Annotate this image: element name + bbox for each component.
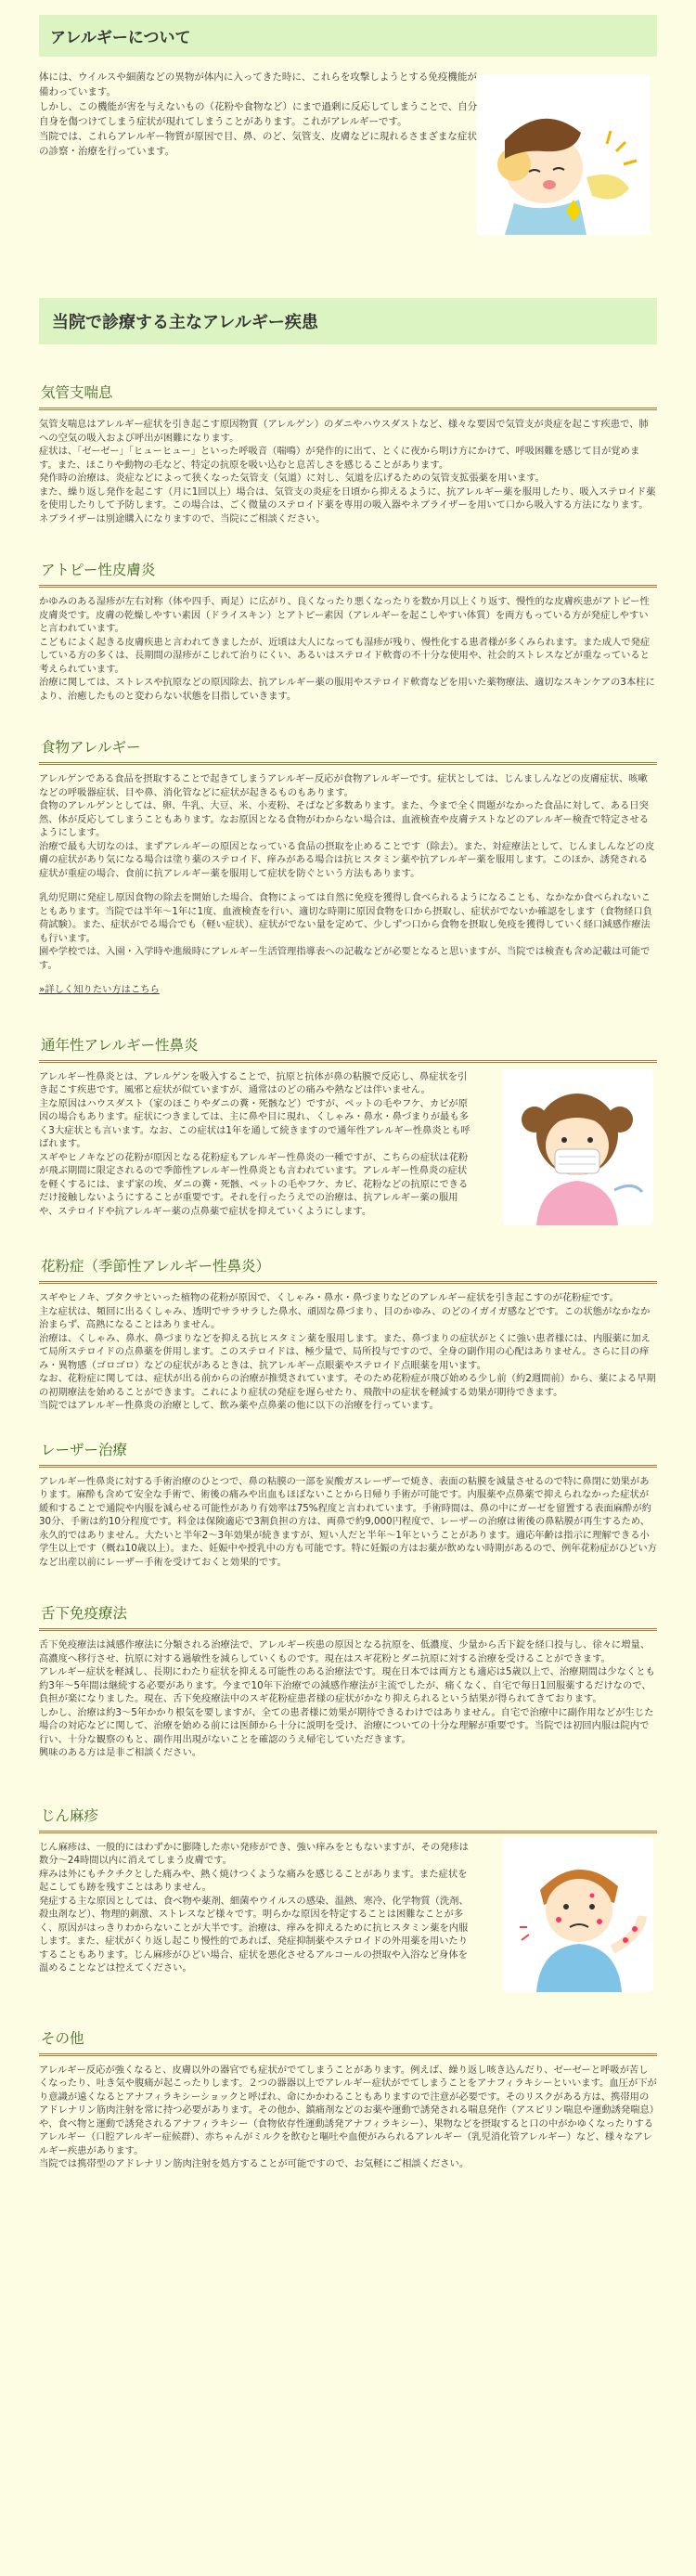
paragraph: 主な原因はハウスダスト（家のほこりやダニの糞・死骸など）ですが、ペットの毛やフケ、カビが原因の場合もあります。症状につきましては、主に鼻や目に現れ、くしゃみ・鼻水・鼻づまりが最も多く3大症状とも言います。なお、この症状は1年を通して続きますので通年性アレルギー性鼻炎とも呼ばれます。 <box>39 1097 470 1149</box>
paragraph: こどもによく起きる皮膚疾患と言われてきましたが、近頃は大人になっても湿疹が残り、慢性化する患者様が多くみられます。また成人で発症している方の多くは、長期間の湿疹がこじれて治りにくい、あるいはステロイド軟膏の不十分な使用や、社会的ストレスなどが重なっていると考えられています。 <box>39 636 651 675</box>
section-perennial <box>39 1034 657 1219</box>
paragraph: 治療で最も大切なのは、まずアレルギーの原因となっている食品の摂取を止めることです（除去）。また、対症療法として、じんましんなどの皮膚の症状があり気になる場合は塗り薬のステロイド、痒みがある場合は抗ヒスタミン薬や抗アレルギー薬を服用します。このほか、誘発される症状が重症の場合、食前に抗アレルギー薬を服用して症状を防ぐという方法もあります。 <box>39 840 655 879</box>
paragraph: 食物のアレルゲンとしては、卵、牛乳、大豆、米、小麦粉、そばなど多数あります。また、今まで全く問題がなかった食品に対して、ある日突然、体が反応してしまうこともあります。なお原因となる食物がわからない場合は、血液検査や皮膚テストなどのアレルギー検査で特定させるようにします。 <box>39 800 650 838</box>
section-title: 気管支喘息 <box>39 382 657 410</box>
intro-text <box>39 70 483 159</box>
section-body <box>39 2064 657 2171</box>
section-title: 花粉症（季節性アレルギー性鼻炎） <box>39 1255 657 1284</box>
section-pollen <box>39 1255 657 1413</box>
paragraph: スギやヒノキなどの花粉が原因となる花粉症もアレルギー性鼻炎の一種ですが、こちらの症状は花粉が飛ぶ期間に限定されるので季節性アレルギー性鼻炎とも言われています。アレルギー性鼻炎の症状を軽くするには、まず家の埃、ダニの糞・死骸、ペットの毛やフケ、カビ、花粉などの抗原にできるだけ接触しないようにすることが重要です。それを行ったうえでの治療は、抗アレルギー薬の服用や、ステロイドや抗アレルギー薬の点鼻薬で症状を抑えていくようにします。 <box>39 1151 469 1217</box>
section-title: アトピー性皮膚炎 <box>39 559 657 588</box>
paragraph: 治療に関しては、ストレスや抗原などの原因除去、抗アレルギー薬の服用やステロイド軟膏などを用いた薬物療法、適切なスキンケアの3本柱により、治癒したものと変わらない状態を目指していきます。 <box>39 677 655 702</box>
paragraph: 当院では携帯型のアドレナリン筋肉注射を処方することが可能ですので、お気軽にご相談ください。 <box>39 2158 470 2169</box>
sneezing-person-illustration <box>477 75 650 235</box>
section-urticaria <box>39 1805 657 1975</box>
paragraph: また、繰り返し発作を起こす（月に1回以上）場合は、気管支の炎症を日頃から抑えるように、抗アレルギー薬を服用したり、吸入ステロイド薬を使用したりして予防します。この場合は、ごく微量のステロイド薬を専用の吸入器やネブライザーを用いて口から吸入する方法になります。ネブライザーは別途購入になりますので、当院にご相談ください。 <box>39 485 656 524</box>
section-body <box>39 772 657 997</box>
section-atopic <box>39 559 657 703</box>
paragraph: 当院ではアレルギー性鼻炎の治療として、飲み薬や点鼻薬の他に以下の治療を行っています。 <box>39 1400 439 1411</box>
section-body <box>39 595 657 703</box>
main-title: 当院で診療する主なアレルギー疾患 <box>39 298 657 344</box>
section-slit <box>39 1602 657 1760</box>
intro-line: 当院では、これらアレルギー物質が原因で目、鼻、のど、気管支、皮膚などに現れるさまざまな症状の診察・治療を行っています。 <box>39 131 477 157</box>
paragraph: 主な症状は、頻回に出るくしゃみ、透明でサラサラした鼻水、頑固な鼻づまり、目のかゆみ、のどのイガイガ感などです。この状態がなかなか治まらず、高熱になることはありません。 <box>39 1305 651 1330</box>
paragraph: かゆみのある湿疹が左右対称（体や四手、両足）に広がり、良くなったり悪くなったりを数か月以上くり返す、慢性的な皮膚疾患がアトピー性皮膚炎です。皮膚の乾燥しやすい素因（ドライスキン）とアトピー素因（アレルギーを起こしやすい体質）を両方もっている方が発症しやすいと言われています。 <box>39 596 650 634</box>
section-laser <box>39 1439 657 1570</box>
intro-title: アレルギーについて <box>39 15 657 57</box>
itchy-boy-illustration <box>503 1838 653 1992</box>
section-body <box>39 1638 657 1760</box>
masked-girl-illustration <box>503 1069 653 1225</box>
paragraph: しかし、治療は約3〜5年かかり根気を要しますが、全ての患者様に効果が期待できるわけではありません。自宅で治療中に副作用などが生じた場合の対応などに関して、治療を始める前には医師から十分に説明を受け、治療についての十分な理解が重要です。当院では初回内服は院内で行い、十分な観察のもと、副作用出現がないことを確認のうえ帰宅していただきます。 <box>39 1706 654 1745</box>
paragraph: 舌下免疫療法は減感作療法に分類される治療法で、アレルギー疾患の原因となる抗原を、低濃度、少量から舌下錠を経口投与し、徐々に増量、高濃度へ移行させ、抗原に対する過敏性を減らしていくものです。現在はスギ花粉とダニ抗原に対する治療を受けることができます。 <box>39 1639 651 1664</box>
section-other <box>39 2027 657 2171</box>
intro-line: 体には、ウイルスや細菌などの異物が体内に入ってきた時に、これらを攻撃しようとする免疫機能が備わっています。 <box>39 71 477 97</box>
section-food <box>39 736 657 997</box>
paragraph: なお、花粉症に関しては、症状が出る前からの治療が推奨されています。そのため花粉症が飛び始める少し前（約2週間前）から、薬による早期の初期療法を始めることができます。これにより症状の発症を遅らせたり、飛散中の症状を軽減する効果が期待できます。 <box>39 1373 656 1398</box>
paragraph: アレルゲンである食品を摂取することで起きてしまうアレルギー反応が食物アレルギーです。症状としては、じんましんなどの皮膚症状、咳嗽などの呼吸器症状、目や鼻、消化管などに症状が起きるものもあります。 <box>39 773 648 798</box>
paragraph: アレルギー性鼻炎に対する手術治療のひとつで、鼻の粘膜の一部を炭酸ガスレーザーで焼き、表面の粘膜を減量させるので特に鼻閉に効果があります。麻酔も含めて安全な手術で、術後の痛みや出血もほぼないことから日帰り手術が可能です。内服薬や点鼻薬で抑えられなかった症状が緩和することで通院や内服を減らせる可能性があり有効率は75%程度と言われています。手術時間は、鼻の中にガーゼを留置する表面麻酔が約30分、手術は約10分程度です。料金は保険適応で3割負担の方は、両鼻で約9,000円程度で、レーザーの治療は術後の鼻粘膜が再生するため、永久的ではありません。大たいと半年2〜3年効果が続きますが、短い人だと半年〜1年ということがあります。適応年齢は指示に理解できる小学生以上です（概ね10歳以上）。また、妊娠中や授乳中の方も可能です。特に妊娠の方はお薬が飲めない時期があるので、例年花粉症がひどい方など出産以前にレーザー手術を受けておくと効果的です。 <box>39 1475 657 1568</box>
intro-line: しかし、この機能が害を与えないもの（花粉や食物など）にまで過剰に反応してしまうことで、自分自身を傷つけてしまう症状が現れてしまうことがあります。これがアレルギーです。 <box>39 101 478 127</box>
paragraph: 園や学校では、入園・入学時や進級時にアレルギー生活管理指導表への記載などが必要となると思いますが、当院では検査も含め記載は可能です。 <box>39 946 651 971</box>
section-title: レーザー治療 <box>39 1439 657 1468</box>
section-body <box>39 1475 657 1570</box>
section-body <box>39 1291 657 1413</box>
paragraph: 乳幼児期に発症し原因食物の除去を開始した場合、食物によっては自然に免疫を獲得し食べられるようになることも、なかなか食べられないこともあります。当院では半年〜1年に1度、血液検査を行い、適切な時期に原因食物を口から摂取し、症状がでないか確認をします（食物経口負荷試験）。また、症状がでる場合でも（軽い症状）、症状がでない量を定めて、少しずつ口から食物を摂取し免疫を獲得していく経口減感作療法も行います。 <box>39 892 652 944</box>
paragraph: アレルギー症状を軽減し、長期にわたり症状を抑える可能性のある治療法です。現在日本では両方とも適応は5歳以上で、治療期間は少なくとも約3年〜5年間は継続する必要があります。今まで10年下治療での減感作療法が主流でしたが、痛くなく、自宅で毎日1回服薬するだけなので、負担が楽になりました。現在、舌下免疫療法中のスギ花粉症患者様の症状がかなり抑えられるという結果が得られてきております。 <box>39 1666 655 1704</box>
section-title: 通年性アレルギー性鼻炎 <box>39 1034 657 1063</box>
paragraph: アレルギー反応が強くなると、皮膚以外の器官でも症状がでてしまうことがあります。例えば、繰り返し咳き込んだり、ゼーゼーと呼吸が苦しくなったり、吐き気や腹痛が起こったりします。２つの器器以上でアレルギー症状がでてしまうことをアナフィラキシーといいます。血圧が下がり意識が遠くなるとアナフィラキシーショックと呼ばれ、命にかかわることもありますので注意が必要です。そのリスクがある方は、携帯用のアドレナリン筋肉注射を常に持つ必要があります。その他か、鎮痛剤などのお薬や運動で誘発される喘息発作（アスピリン喘息や運動誘発喘息）や、食べ物と運動で誘発されるアナフィラキシー（食物依存性運動誘発アナフィラキシー）、果物などを摂取すると口の中がかゆくなったりするアレルギー（口腔アレルギー症候群）、赤ちゃんがミルクを飲むと嘔吐や血便がみられるアレルギー（乳児消化管アレルギー）など、様々なアレルギー疾患があります。 <box>39 2064 657 2156</box>
paragraph: 興味のある方は是非ご相談ください。 <box>39 1747 202 1758</box>
section-asthma <box>39 382 657 525</box>
intro-block <box>39 70 657 266</box>
section-title: 食物アレルギー <box>39 736 657 765</box>
section-title: 舌下免疫療法 <box>39 1602 657 1631</box>
section-body <box>39 418 657 525</box>
section-title: その他 <box>39 2027 657 2056</box>
paragraph: スギやヒノキ、ブタクサといった植物の花粉が原因で、くしゃみ・鼻水・鼻づまりなどのアレルギー症状を引き起こすのが花粉症です。 <box>39 1292 619 1303</box>
paragraph: 発症する主な原因としては、食べ物や薬剤、細菌やウイルスの感染、温熱、寒冷、化学物質（洗剤、殺虫剤など）、物理的刺激、ストレスなど様々です。明らかな原因を特定することは困難なことが多く、原因がはっきりわからないことが大半です。治療は、痒みを抑えるために抗ヒスタミン薬を内服します。また、症状がくり返し起こり慢性的であれば、発症抑制薬やステロイドの外用薬を用いたりすることもあります。じん麻疹がひどい場合、症状を悪化させるアルコールの摂取や入浴など身体を温めることなどは控えてください。 <box>39 1895 469 1974</box>
paragraph: 発作時の治療は、炎症などによって狭くなった気管支（気道）に対し、気道を広げるための気管支拡張薬を用います。 <box>39 472 545 484</box>
section-body <box>39 1070 475 1219</box>
food-allergy-more-link[interactable]: »詳しく知りたい方はこちら <box>39 984 160 995</box>
section-title: じん麻疹 <box>39 1805 657 1833</box>
paragraph: 気管支喘息はアレルギー症状を引き起こす原因物質（アレルゲン）のダニやハウスダストなど、様々な要因で気管支が炎症を起こす疾患で、肺への空気の吸入および呼出が困難になります。 <box>39 419 649 444</box>
section-body <box>39 1841 475 1975</box>
paragraph: じん麻疹は、一般的にはわずかに膨隆した赤い発疹ができ、強い痒みをともないますが、その発疹は数分〜24時間以内に消えてしまう皮膚です。 <box>39 1841 469 1866</box>
paragraph: 痒みは外にもチクチクとした痛みや、熱く焼けつくような痛みを感じることがあります。また症状を起こしても跡を残すことはありません。 <box>39 1868 468 1893</box>
paragraph: アレルギー性鼻炎とは、アレルゲンを吸入することで、抗原と抗体が鼻の粘膜で反応し、鼻症状を引き起こす疾患です。風邪と症状が似ていますが、通常はのどの痛みや熱などは伴いません。 <box>39 1070 468 1095</box>
paragraph: 治療は、くしゃみ、鼻水、鼻づまりなどを抑える抗ヒスタミン薬を服用します。また、鼻づまりの症状がとくに強い患者様には、内服薬に加えて局所ステロイドの点鼻薬を併用します。このステロイドは、極少量で、局所投与ですので、全身の副作用の心配はありません。さらに目の痒み・異物感（ゴロゴロ）などの症状があるときは、抗アレルギー点眼薬やステロイド点眼薬を用います。 <box>39 1332 651 1371</box>
paragraph: 症状は、「ゼーゼー」「ヒューヒュー」といった呼吸音（喘鳴）が発作的に出て、とくに夜から明け方にかけて、呼吸困難を感じて目が覚めます。また、ほこりや動物の毛など、特定の抗原を吸い込むと息苦しさを感じることがあります。 <box>39 446 640 471</box>
